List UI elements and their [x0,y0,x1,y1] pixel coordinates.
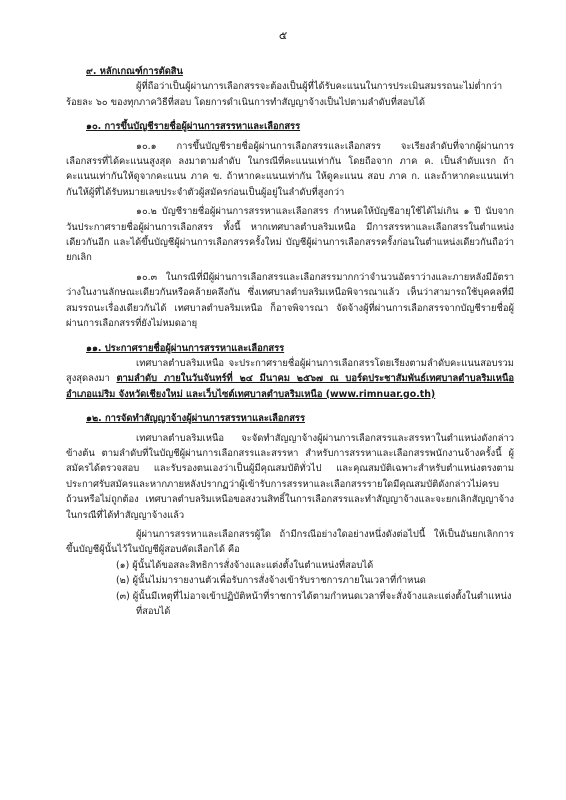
section-12 [66,411,514,426]
section-11 [66,341,514,356]
section-11-body [66,356,514,402]
section-12-item-1: (๑) ผู้นั้นได้ขอสละสิทธิการสั่งจ้างและแต่งตั้งในตำแหน่งที่สอบได้ [116,559,374,571]
section-9-body: ผู้ที่ถือว่าเป็นผู้ผ่านการเลือกสรรจะต้องเป็นผู้ที่ได้รับคะแนนในการประเมินสมรรถนะไม่ต่ำกว่าร้อยละ ๖๐ ของทุกภาควิธีที่สอบ โดยการดำเนินการทำสัญญาจ้างเป็นไปตามลำดับที่สอบได้ [66,81,503,108]
section-12-p2: ผู้ผ่านการสรรหาและเลือกสรรผู้ใด ถ้ามีกรณีอย่างใดอย่างหนึ่งดังต่อไปนี้ ให้เป็นอันยกเลิกการขึ้นบัญชีผู้นั้นไว้ในบัญชีผู้สอบคัดเลือกได้ คือ [66,528,514,556]
section-9 [66,64,514,79]
document-body [66,64,514,619]
section-10 [66,119,514,134]
section-10-2: ๑๐.๒ บัญชีรายชื่อผู้ผ่านการสรรหาและเลือกสรร กำหนดให้บัญชีอายุใช้ได้ไม่เกิน ๑ ปี นับจากวันประกาศรายชื่อผู้ผ่านการเลือกสรร ทั้งนี้ หากเทศบาลตำบลริมเหนือ มีการสรรหาและเลือกสรรในตำแหน่งเดียวกันอีก และได้ขึ้นบัญชีผู้ผ่านการเลือกสรรครั้งใหม่ บัญชีผู้ผ่านการเลือกสรรครั้งก่อนในตำแหน่งเดียวกันถือว่ายกเลิก [66,206,514,264]
section-12-item-3: (๓) ผู้นั้นมีเหตุที่ไม่อาจเข้าปฏิบัติหน้าที่ราชการได้ตามกำหนดเวลาที่จะสั่งจ้างและแต่งตั้งในตำแหน่งที่สอบได้ [116,590,512,617]
section-12-heading: ๑๒. การจัดทำสัญญาจ้างผู้ผ่านการสรรหาและเลือกสรร [86,413,305,425]
section-12-p1: เทศบาลตำบลริมเหนือ จะจัดทำสัญญาจ้างผู้ผ่านการเลือกสรรและสรรหาในตำแหน่งดังกล่าวข้างต้น ตามลำดับที่ในบัญชีผู้ผ่านการเลือกสรรและสรรหา สำหรับการสรรหาและเลือกสรรพนักงานจ้างครั้งนี้ ผู้สมัครได้ตรวจสอบ และรับรองตนเองว่าเป็นผู้มีคุณสมบัติทั่วไป และคุณสมบัติเฉพาะสำหรับตำแหน่งตรงตามประกาศรับสมัครและหากภายหลังปรากฏว่าผู้เข้ารับการสรรหาและเลือกสรรรายใดมีคุณสมบัติดังกล่าวไม่ครบถ้วนหรือไม่ถูกต้อง เทศบาลตำบลริมเหนือขอสงวนสิทธิ์ในการเลือกสรรและทำสัญญาจ้างและจะยกเลิกสัญญาจ้างในกรณีที่ได้ทำสัญญาจ้างแล้ว [66,432,514,521]
section-10-heading: ๑๐. การขึ้นบัญชีรายชื่อผู้ผ่านการสรรหาและเลือกสรร [86,121,301,133]
section-10-3: ๑๐.๓ ในกรณีที่มีผู้ผ่านการเลือกสรรและเลือกสรรมากกว่าจำนวนอัตราว่างและภายหลังมีอัตราว่างในงานลักษณะเดียวกันหรือคล้ายคลึงกัน ซึ่งเทศบาลตำบลริมเหนือพิจารณาแล้ว เห็นว่าสามารถใช้บุคคลที่มีสมรรถนะเรื่องเดียวกันได้ เทศบาลตำบลริมเหนือ ก็อาจพิจารณา จัดจ้างผู้ที่ผ่านการเลือกสรรจากบัญชีรายชื่อผู้ผ่านการเลือกสรรที่ยังไม่หมดอายุ [66,271,514,330]
section-12-item-2: (๒) ผู้นั้นไม่มารายงานตัวเพื่อรับการสั่งจ้างเข้ารับราชการภายในเวลาที่กำหนด [116,575,426,587]
section-11-heading: ๑๑. ประกาศรายชื่อผู้ผ่านการสรรหาและเลือกสรร [86,342,285,354]
section-11-body-plain: เทศบาลตำบลริมเหนือ จะประกาศรายชื่อผู้ผ่านการเลือกสรรโดยเรียงตามลำดับคะแนนสอบรวมสูงสุดลงมา [66,357,514,385]
page-number: ๕ [278,29,288,42]
section-9-heading: ๙. หลักเกณฑ์การตัดสิน [86,66,183,77]
section-11-body-bold: ตามลำดับ ภายในวันจันทร์ที่ ๒๔ มีนาคม ๒๕๖๗ ณ บอร์ดประชาสัมพันธ์เทศบาลตำบลริมเหนือ อำเภอแม่ริม จังหวัดเชียงใหม่ และเว็บไซต์เทศบาลตำบลริมเหนือ (www.rimnuar.go.th) [66,373,514,400]
section-10-1: ๑๐.๑ การขึ้นบัญชีรายชื่อผู้ผ่านการเลือกสรรและเลือกสรร จะเรียงลำดับที่จากผู้ผ่านการเลือกสรรที่ได้คะแนนสูงสุด ลงมาตามลำดับ ในกรณีที่คะแนนเท่ากัน โดยถือจาก ภาค ค. เป็นลำดับแรก ถ้าคะแนนเท่ากันให้ดูจากคะแนน ภาค ข. ถ้าหากคะแนนเท่ากัน ให้ดูคะแนน สอบ ภาค ก. และถ้าหากคะแนนเท่ากันให้ผู้ที่ได้รับหมายเลขประจำตัวผู้สมัครก่อนเป็นผู้อยู่ในลำดับที่สูงกว่า [66,140,514,198]
